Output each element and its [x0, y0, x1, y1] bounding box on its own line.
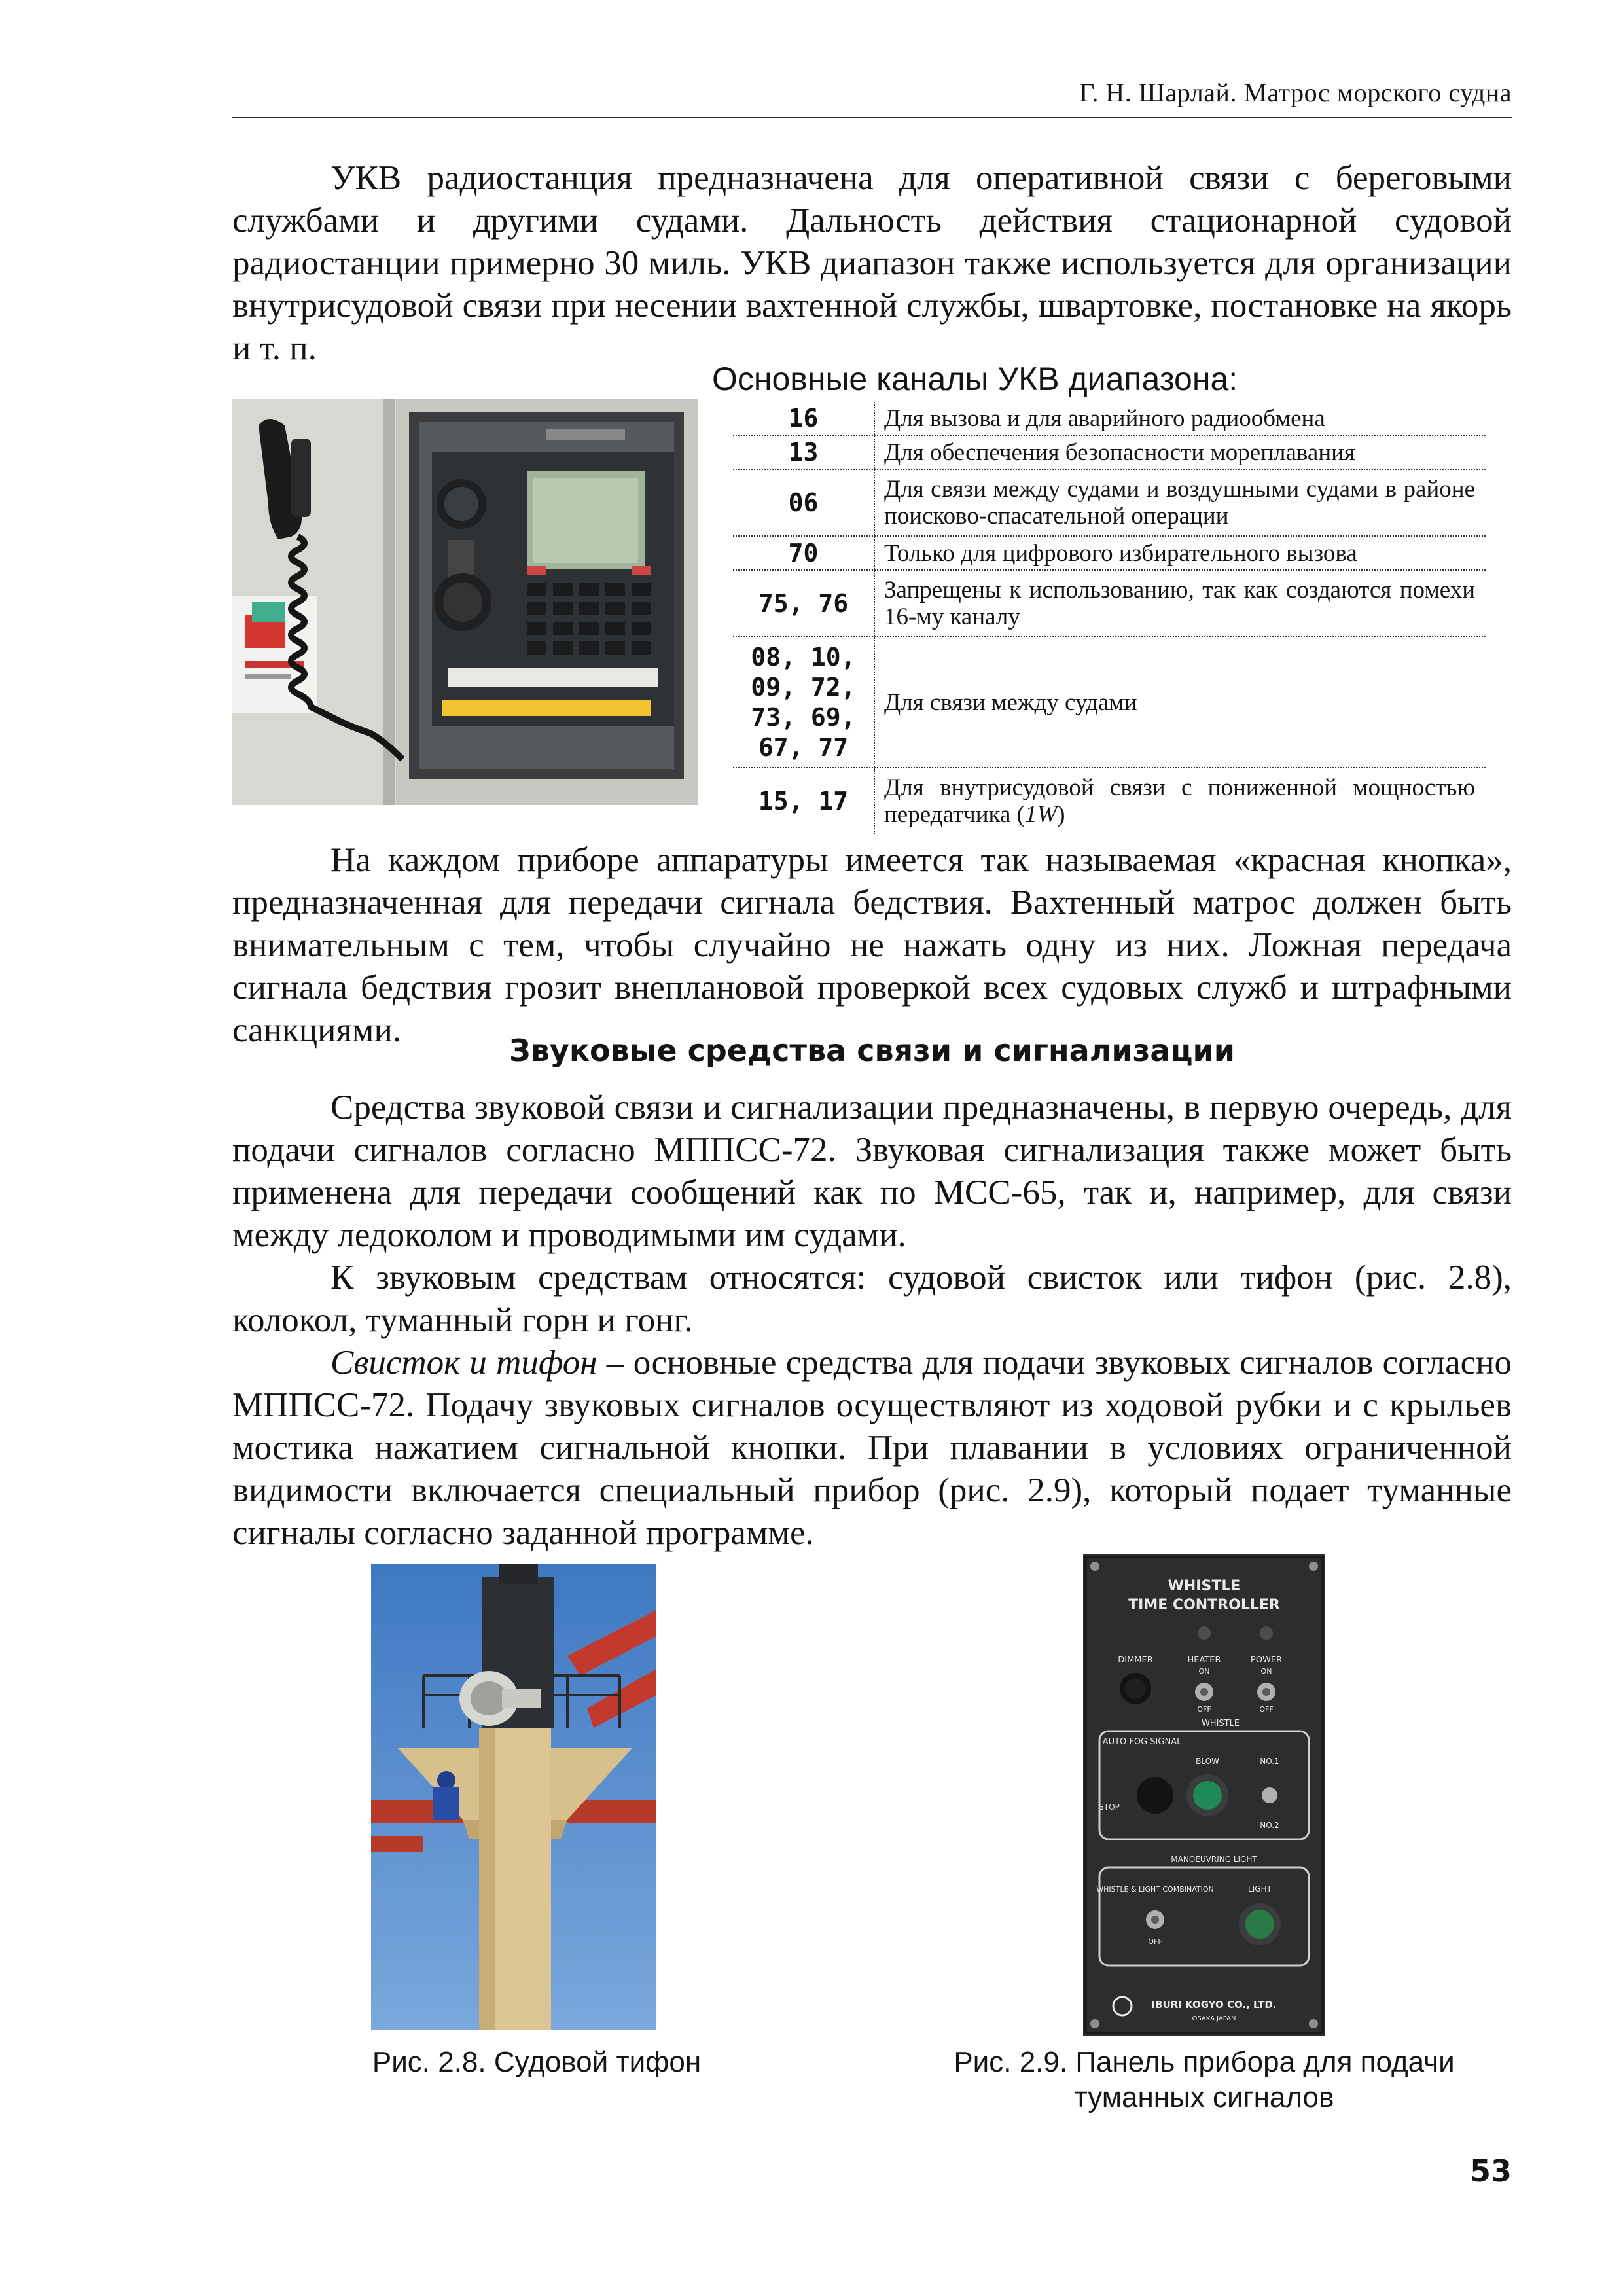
panel-dimmer-label: DIMMER [1118, 1655, 1153, 1665]
figure-2-8-caption: Рис. 2.8. Судовой тифон [372, 2046, 702, 2078]
panel-on-label: ON [1198, 1667, 1210, 1676]
figure-2-9-caption-line-1: Рис. 2.9. Панель прибора для подачи [954, 2046, 1455, 2078]
page-number: 53 [1469, 2153, 1512, 2189]
table-row [733, 436, 1486, 470]
figure-2-9-caption-line-2: туманных сигналов [1074, 2081, 1334, 2113]
header-rule [232, 117, 1512, 118]
running-title: Г. Н. Шарлай. Матрос морского судна [1079, 78, 1512, 107]
channel-number: 75, 76 [733, 571, 875, 636]
table-row [733, 470, 1486, 537]
table-row [733, 571, 1486, 637]
panel-blow-label: BLOW [1196, 1757, 1219, 1766]
panel-combination-label: WHISTLE & LIGHT COMBINATION [1096, 1885, 1214, 1893]
channel-description: Для связи между судами и воздушными судами в районе поисково-спасательной операции [884, 476, 1475, 529]
channel-table-caption: Основные каналы УКВ диапазона: [712, 361, 1238, 397]
paragraph-vhf-intro: УКВ радиостанция предназначена для оперативной связи с береговыми службами и другими судами. Дальность действия стационарной судовой радиостанции примерно 30 миль. УКВ диапазон также используется для организации внутрисудовой связи при несении вахтенной службы, швартовке, постановке на якорь и т. п. [232, 159, 1512, 367]
panel-no2-label: NO.2 [1260, 1821, 1279, 1830]
panel-off-label: OFF [1197, 1705, 1211, 1713]
panel-stop-label: STOP [1099, 1803, 1120, 1812]
channel-description: Только для цифрового избирательного вызова [884, 539, 1357, 567]
table-row [733, 537, 1486, 571]
panel-off-label-2: OFF [1259, 1705, 1274, 1713]
paragraph-red-button: На каждом приборе аппаратуры имеется так называемая «красная кнопка», предназначенная для передачи сигнала бедствия. Вахтенный матрос должен быть внимательным с тем, чтобы случайно не нажать одну из них. Ложная передача сигнала бедствия грозит внеплановой проверкой всех судовых служб и штрафными санкциями. [232, 841, 1512, 1049]
panel-manoeuvring-label: MANOEUVRING LIGHT [1171, 1855, 1257, 1864]
panel-light-label: LIGHT [1248, 1884, 1272, 1893]
channel-number: 16 [733, 402, 875, 435]
channel-number: 06 [733, 470, 875, 535]
channel-description: Для связи между судами [884, 689, 1137, 716]
table-row [733, 768, 1486, 834]
paragraph-sound-signals: Средства звуковой связи и сигнализации предназначены, в первую очередь, для подачи сигналов согласно МППСС-72. Звуковая сигнализация также может быть применена для передачи сообщений как по МСС-65, так и, например, для связи между ледоколом и проводимыми им судами. [232, 1088, 1512, 1254]
paragraph-whistle: Свисток и тифон – основные средства для подачи звуковых сигналов согласно МППСС-72. Подачу звуковых сигналов осуществляют из ходовой рубки и с крыльев мостика нажатием сигнальной кнопки. При плавании в условиях ограниченной видимости включается специальный прибор (рис. 2.9), который подает туманные сигналы согласно заданной программе. [232, 1344, 1512, 1552]
panel-whistle-label: WHISTLE [1201, 1719, 1240, 1729]
channel-description: Для внутрисудовой связи с пониженной мощностью передатчика (1W) [884, 774, 1475, 828]
panel-maker-label: IBURI KOGYO CO., LTD. [1151, 1999, 1277, 2011]
panel-heater-label: HEATER [1187, 1655, 1221, 1665]
figure-2-9-caption [929, 2045, 1479, 2115]
panel-power-label: POWER [1250, 1655, 1283, 1665]
panel-on-label-2: ON [1260, 1667, 1272, 1676]
panel-title-2: TIME CONTROLLER [1128, 1597, 1280, 1613]
section-title: Звуковые средства связи и сигнализации [509, 1033, 1235, 1068]
channel-description: Для вызова и для аварийного радиообмена [884, 404, 1325, 432]
vhf-radio-photo [232, 399, 698, 805]
paragraph-sound-means: К звуковым средствам относятся: судовой свисток или тифон (рис. 2.8), колокол, туманный горн и гонг. [232, 1259, 1512, 1339]
panel-maker-city: OSAKA JAPAN [1192, 2015, 1236, 2022]
channel-table [733, 402, 1486, 834]
channel-number: 70 [733, 537, 875, 569]
panel-auto-fog-label: AUTO FOG SIGNAL [1102, 1737, 1182, 1747]
channel-number: 08, 10, 09, 72, 73, 69, 67, 77 [733, 637, 875, 767]
whistle-controller-photo [1083, 1554, 1325, 2036]
channel-description: Запрещены к использованию, так как создаются помехи 16-му каналу [884, 577, 1475, 630]
ship-typhon-photo [371, 1564, 656, 2030]
italic-term: Свисток и тифон [330, 1344, 597, 1382]
channel-description: Для обеспечения безопасности мореплавания [884, 439, 1355, 466]
channel-number: 15, 17 [733, 768, 875, 834]
channel-number: 13 [733, 436, 875, 469]
panel-title-1: WHISTLE [1168, 1578, 1241, 1594]
table-row [733, 402, 1486, 436]
panel-off-label-3: OFF [1148, 1937, 1162, 1946]
panel-no1-label: NO.1 [1260, 1757, 1279, 1766]
table-row [733, 637, 1486, 768]
